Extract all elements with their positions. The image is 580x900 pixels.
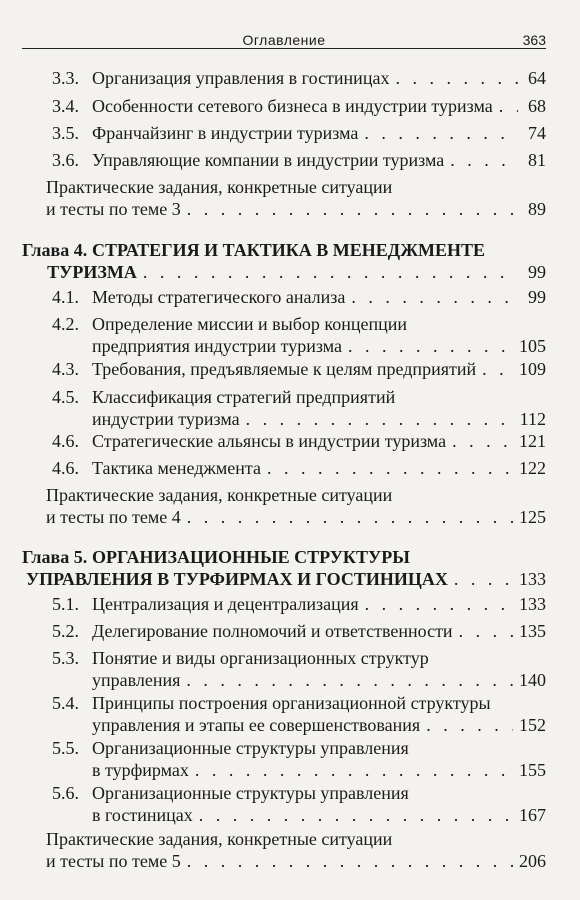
section-title: Франчайзинг в индустрии туризма xyxy=(92,123,359,143)
chapter-label: Глава 5. xyxy=(22,547,88,567)
page-number: 81 xyxy=(528,150,546,170)
page-number: 64 xyxy=(528,68,546,88)
dot-leader xyxy=(450,149,518,171)
section-number: 4.6. xyxy=(52,458,79,478)
section-title-line-1: Классификация стратегий предприятий xyxy=(92,387,396,407)
toc-entry-practice xyxy=(46,484,546,528)
toc-entry xyxy=(52,122,546,144)
toc-entry xyxy=(52,692,546,736)
section-title-line-1: Организационные структуры управления xyxy=(92,738,409,758)
section-number: 3.3. xyxy=(52,68,79,88)
section-number: 3.5. xyxy=(52,123,79,143)
dot-leader xyxy=(143,261,518,283)
section-title-line-1: Определение миссии и выбор концепции xyxy=(92,314,408,334)
page-number: 121 xyxy=(519,431,546,451)
toc-entry-practice xyxy=(46,176,546,220)
running-header xyxy=(22,20,546,48)
dot-leader xyxy=(459,620,513,642)
dot-leader xyxy=(454,568,513,590)
dot-leader xyxy=(395,67,518,89)
chapter-title-line-1: СТРАТЕГИЯ И ТАКТИКА В МЕНЕДЖМЕНТЕ xyxy=(92,240,485,260)
section-title-line-2: в гостиницах xyxy=(92,805,193,825)
section-number: 5.3. xyxy=(52,648,79,668)
entry-line-2: и тесты по теме 4 xyxy=(46,507,181,527)
section-number: 5.5. xyxy=(52,738,79,758)
toc-entry xyxy=(52,430,546,452)
page-number: 167 xyxy=(519,805,546,825)
chapter-title-line-1: ОРГАНИЗАЦИОННЫЕ СТРУКТУРЫ xyxy=(92,547,410,567)
header-title: Оглавление xyxy=(242,32,326,48)
header-page-number: 363 xyxy=(522,32,546,48)
page-number: 68 xyxy=(528,96,546,116)
section-title: Управляющие компании в индустрии туризма xyxy=(92,150,445,170)
section-number: 5.4. xyxy=(52,693,79,713)
section-title-line-2: управления и этапы ее совершенствования xyxy=(92,715,421,735)
section-number: 3.4. xyxy=(52,96,79,116)
section-title: Делегирование полномочий и ответственности xyxy=(92,621,453,641)
page-number: 135 xyxy=(519,621,546,641)
page-number: 125 xyxy=(519,507,546,527)
toc-entry xyxy=(52,386,546,430)
toc-entry xyxy=(52,457,546,479)
section-title: Тактика менеджмента xyxy=(92,458,261,478)
page-number: 152 xyxy=(519,715,546,735)
toc-entry xyxy=(52,67,546,89)
page-number: 112 xyxy=(519,409,546,429)
toc-entry xyxy=(52,149,546,171)
dot-leader xyxy=(186,669,513,691)
entry-line-1: Практические задания, конкретные ситуации xyxy=(46,485,393,505)
dot-leader xyxy=(364,122,518,144)
section-title-line-2: управления xyxy=(92,670,181,690)
entry-line-1: Практические задания, конкретные ситуации xyxy=(46,177,393,197)
toc-entry xyxy=(52,358,546,380)
section-number: 3.6. xyxy=(52,150,79,170)
page-number: 89 xyxy=(528,199,546,219)
toc-entry-practice xyxy=(46,828,546,872)
section-title: Централизация и децентрализация xyxy=(92,594,359,614)
page-number: 206 xyxy=(519,851,546,871)
dot-leader xyxy=(351,286,518,308)
section-title: Стратегические альянсы в индустрии туризма xyxy=(92,431,447,451)
dot-leader xyxy=(482,358,513,380)
section-title: Требования, предъявляемые к целям предприятий xyxy=(92,359,477,379)
section-number: 4.5. xyxy=(52,387,79,407)
section-number: 5.6. xyxy=(52,783,79,803)
page-number: 155 xyxy=(519,760,546,780)
dot-leader xyxy=(187,506,513,528)
chapter-heading xyxy=(22,239,546,283)
dot-leader xyxy=(452,430,513,452)
dot-leader xyxy=(187,198,518,220)
section-title-line-1: Организационные структуры управления xyxy=(92,783,409,803)
section-title-line-1: Принципы построения организационной структуры xyxy=(92,693,491,713)
toc-entry xyxy=(52,647,546,691)
dot-leader xyxy=(365,593,513,615)
chapter-title-line-2: ТУРИЗМА xyxy=(47,262,137,282)
page-number: 140 xyxy=(519,670,546,690)
section-number: 4.1. xyxy=(52,287,79,307)
toc-entry xyxy=(52,620,546,642)
dot-leader xyxy=(267,457,513,479)
toc-entry xyxy=(52,737,546,781)
page-number: 133 xyxy=(519,594,546,614)
chapter-heading xyxy=(22,546,546,590)
section-title: Методы стратегического анализа xyxy=(92,287,346,307)
section-title-line-1: Понятие и виды организационных структур xyxy=(92,648,429,668)
dot-leader xyxy=(499,95,518,117)
dot-leader xyxy=(246,408,514,430)
section-number: 5.2. xyxy=(52,621,79,641)
toc-entry xyxy=(52,593,546,615)
entry-line-2: и тесты по теме 3 xyxy=(46,199,181,219)
section-title: Организация управления в гостиницах xyxy=(92,68,390,88)
toc-entry xyxy=(52,313,546,357)
page-number: 99 xyxy=(528,287,546,307)
entry-line-2: и тесты по теме 5 xyxy=(46,851,181,871)
dot-leader xyxy=(195,759,513,781)
chapter-title-line-2: УПРАВЛЕНИЯ В ТУРФИРМАХ И ГОСТИНИЦАХ xyxy=(25,569,448,589)
section-number: 4.3. xyxy=(52,359,79,379)
chapter-label: Глава 4. xyxy=(22,240,88,260)
section-title-line-2: в турфирмах xyxy=(92,760,189,780)
page-number: 105 xyxy=(519,336,546,356)
page-number: 109 xyxy=(519,359,546,379)
page-number: 99 xyxy=(528,262,546,282)
dot-leader xyxy=(426,714,513,736)
dot-leader xyxy=(187,850,513,872)
toc-entry xyxy=(52,286,546,308)
section-number: 5.1. xyxy=(52,594,79,614)
page-number: 122 xyxy=(519,458,546,478)
dot-leader xyxy=(348,335,513,357)
toc-entry xyxy=(52,782,546,826)
dot-leader xyxy=(199,804,513,826)
section-title: Особенности сетевого бизнеса в индустрии туризма xyxy=(92,96,493,116)
header-rule xyxy=(22,48,546,49)
section-title-line-2: предприятия индустрии туризма xyxy=(92,336,343,356)
toc-entry xyxy=(52,95,546,117)
page-number: 133 xyxy=(519,569,546,589)
entry-line-1: Практические задания, конкретные ситуации xyxy=(46,829,393,849)
page-number: 74 xyxy=(528,123,546,143)
section-number: 4.2. xyxy=(52,314,79,334)
section-title-line-2: индустрии туризма xyxy=(92,409,240,429)
section-number: 4.6. xyxy=(52,431,79,451)
